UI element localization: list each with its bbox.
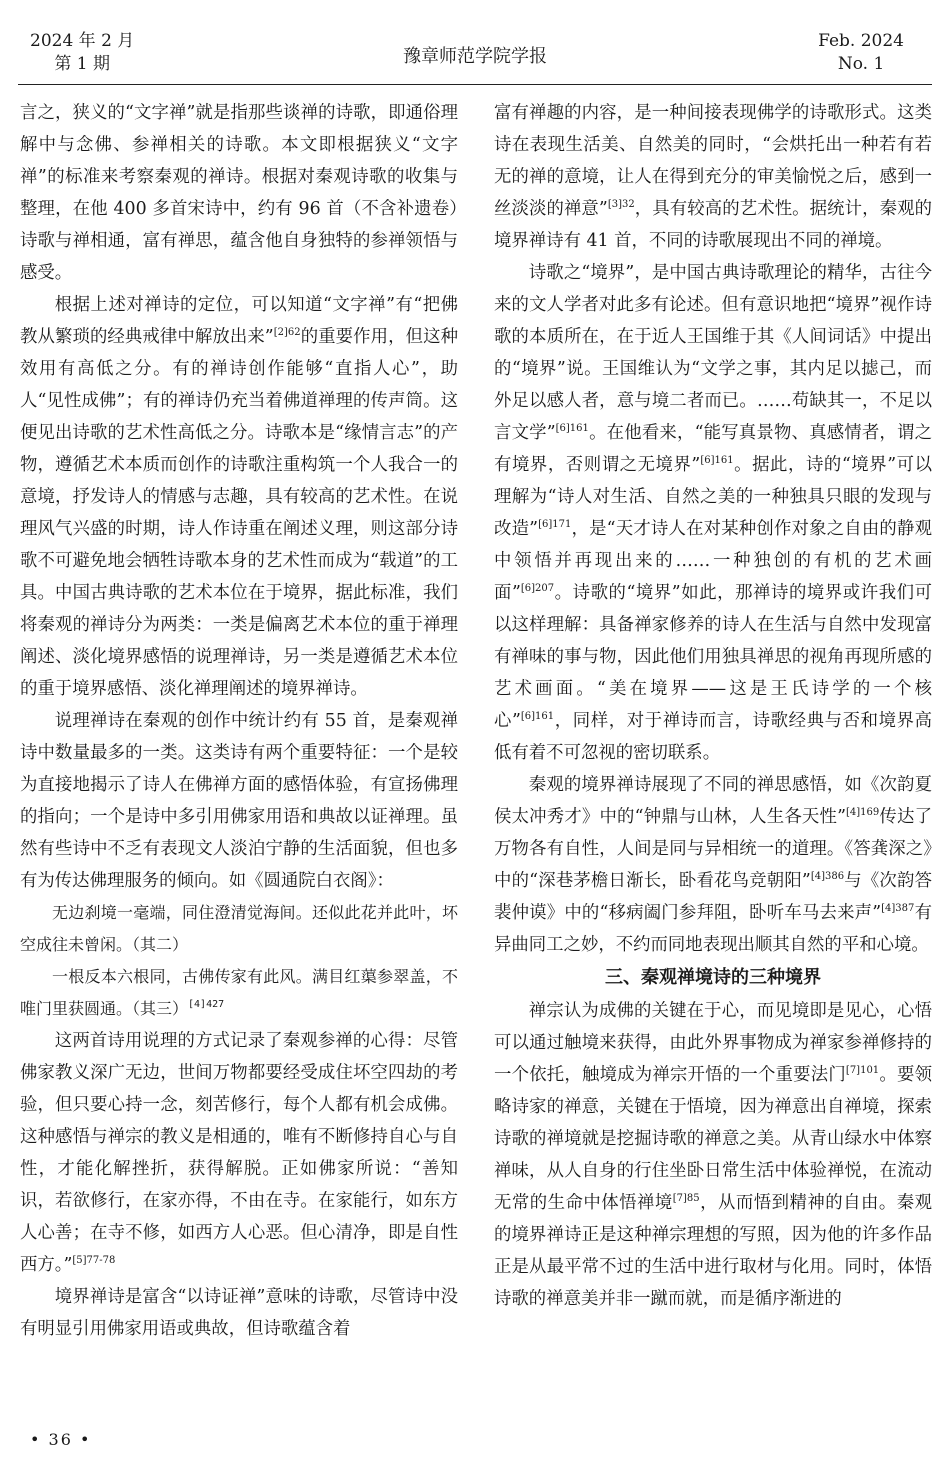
paragraph-text: 秦观的境界禅诗展现了不同的禅思感悟，如《次韵夏侯太冲秀才》中的“钟鼎与山林，人生各天性” [494, 775, 932, 827]
header-rule [18, 84, 932, 85]
paragraph-text: ，是“天才诗人在对某种创作对象之自由的静观中领悟并再现出来的……一种独创的有机的艺术画面” [494, 519, 932, 603]
paragraph [20, 289, 458, 705]
paragraph-text: 与《次韵答裴仲谟》中的“移病阖门参拜阻，卧听车马去来声” [494, 871, 932, 923]
citation: [4]387 [881, 903, 915, 914]
poem-text: 一根反本六根同，古佛传家有此风。满目红蕖参翠盖，不唯门里获圆通。（其三） [20, 967, 458, 1018]
paragraph-text: 根据上述对禅诗的定位，可以知道“文字禅”有“把佛教从繁琐的经典戒律中解放出来” [20, 295, 458, 347]
paragraph [494, 257, 932, 769]
citation: [5]77-78 [72, 1255, 116, 1266]
paragraph-text: 。在他看来，“能写真景物、真感情者，谓之有境界，否则谓之无境界” [494, 423, 932, 475]
citation: [4]427 [188, 999, 225, 1010]
citation: [4]386 [810, 871, 845, 882]
poem-quote [20, 961, 458, 1025]
issue-number-en-line: No. 1 [837, 54, 885, 74]
paragraph: 境界禅诗是富含“以诗证禅”意味的诗歌，尽管诗中没有明显引用佛家用语或典故，但诗歌蕴含着 [20, 1287, 458, 1339]
section-heading: 三、秦观禅境诗的三种境界 [605, 967, 821, 988]
paragraph-text: 传达了万物各有自性，人间是同与异相统一的道理。《答龚深之》中的“深巷茅檐日渐长，卧看花鸟竞朝阳” [494, 807, 932, 891]
paragraph-text: 有异曲同工之妙，不约而同地表现出顺其自然的平和心境。 [494, 903, 932, 955]
citation: [6]171 [538, 519, 572, 530]
paragraph [494, 769, 932, 961]
paragraph-text: 。据此，诗的“境界”可以理解为“诗人对生活、自然之美的一种独具只眼的发现与改造” [494, 455, 932, 539]
paragraph-text: 禅宗认为成佛的关键在于心，而见境即是见心，心悟可以通过触境来获得，由此外界事物成为禅家参禅修持的一个依托，触境成为禅宗开悟的一个重要法门 [494, 1001, 932, 1085]
citation: [6]161 [555, 423, 589, 434]
citation: [6]161 [520, 711, 555, 722]
page-number: • 36 • [30, 1430, 92, 1449]
paragraph: 言之，狭义的“文字禅”就是指那些谈禅的诗歌，即通俗理解中与念佛、参禅相关的诗歌。本文即根据狭义“文字禅”的标准来考察秦观的禅诗。根据对秦观诗歌的收集与整理，在他 400 多首宋诗中，约有 96 首（不含补遗卷）诗歌与禅相通，富有禅思，蕴含他自身独特的参禅领悟与感受。 [20, 103, 458, 283]
paragraph [494, 97, 932, 257]
paragraph: 说理禅诗在秦观的创作中统计约有 55 首，是秦观禅诗中数量最多的一类。这类诗有两个重要特征：一个是较为直接地揭示了诗人在佛禅方面的感悟体验，有宣扬佛理的指向；一个是诗中多引用佛家用语和典故以证禅理。虽然有些诗中不乏有表现文人淡泊宁静的生活面貌，但也多有为传达佛理服务的倾向。如《圆通院白衣阁》： [20, 711, 458, 891]
right-column [494, 97, 932, 1315]
poem-quote: 无边刹境一毫端，同住澄清觉海间。还似此花并此叶，坏空成往未曾闲。（其二） [20, 903, 458, 954]
paragraph-text: ，同样，对于禅诗而言，诗歌经典与否和境界高低有着不可忽视的密切联系。 [494, 711, 932, 763]
paragraph-text: 。诗歌的“境界”如此，那禅诗的境界或许我们可以这样理解：具备禅家修养的诗人在生活与自然中发现富有禅味的事与物，因此他们用独具禅思的视角再现所感的艺术画面。“美在境界——这是王氏诗学的一个核心” [494, 583, 932, 731]
paragraph-text: 的重要作用，但这种效用有高低之分。有的禅诗创作能够“直指人心”，助人“见性成佛”；有的禅诗仍充当着佛道禅理的传声筒。这便见出诗歌的艺术性高低之分。诗歌本是“缘情言志”的产物，遵循艺术本质而创作的诗歌注重构筑一个人我合一的意境，抒发诗人的情感与志趣，具有较高的艺术性。在说理风气兴盛的时期，诗人作诗重在阐述义理，则这部分诗歌不可避免地会牺牲诗歌本身的艺术性而成为“载道”的工具。中国古典诗歌的艺术本位在于境界，据此标准，我们将秦观的禅诗分为两类：一类是偏离艺术本位的重于禅理阐述、淡化境界感悟的说理禅诗，另一类是遵循艺术本位的重于境界感悟、淡化禅理阐述的境界禅诗。 [20, 327, 458, 699]
paragraph [494, 995, 932, 1315]
journal-title: 豫章师范学院学报 [403, 46, 547, 67]
page-header [0, 0, 950, 100]
paragraph-text: 富有禅趣的内容，是一种间接表现佛学的诗歌形式。这类诗在表现生活美、自然美的同时，“会烘托出一种若有若无的禅的意境，让人在得到充分的审美愉悦之后，感到一丝淡淡的禅意” [494, 103, 932, 219]
issue-date-en [818, 30, 904, 76]
issue-date-line: 2024 年 2 月 [30, 31, 135, 51]
citation: [7]85 [672, 1193, 700, 1204]
paragraph-text: 诗歌之“境界”，是中国古典诗歌理论的精华，古往今来的文人学者对此多有论述。但有意识地把“境界”视作诗歌的本质所在，在于近人王国维于其《人间词话》中提出的“境界”说。王国维认为“文学之事，其内足以摅己，而外足以感人者，意与境二者而已。……苟缺其一，不足以言文学” [494, 263, 932, 443]
left-column [20, 97, 458, 1345]
paragraph [20, 1025, 458, 1281]
citation: [7]101 [845, 1065, 880, 1076]
citation: [6]161 [700, 455, 734, 466]
paragraph-text: ，从而悟到精神的自由。秦观的境界禅诗正是这种禅宗理想的写照，因为他的许多作品正是从最平常不过的生活中进行取材与化用。同时，体悟诗歌的禅意美并非一蹴而就，而是循序渐进的 [494, 1193, 932, 1309]
issue-date-en-line: Feb. 2024 [818, 31, 904, 51]
citation: [4]169 [845, 807, 880, 818]
issue-number-line: 第 1 期 [54, 54, 110, 74]
citation: [2]62 [273, 327, 301, 338]
paragraph-text: ，具有较高的艺术性。据统计，秦观的境界禅诗有 41 首，不同的诗歌展现出不同的禅境。 [494, 199, 932, 251]
paragraph-text: 这两首诗用说理的方式记录了秦观参禅的心得：尽管佛家教义深广无边，世间万物都要经受成住坏空四劫的考验，但只要心持一念，刻苦修行，每个人都有机会成佛。这种感悟与禅宗的教义是相通的，唯有不断修持自心与自性，才能化解挫折，获得解脱。正如佛家所说：“善知识，若欲修行，在家亦得，不由在寺。在家能行，如东方人心善；在寺不修，如西方人心恶。但心清净，即是自性西方。” [20, 1031, 458, 1275]
citation: [3]32 [607, 199, 635, 210]
citation: [6]207 [520, 583, 555, 594]
paragraph-text: 。要领略诗家的禅意，关键在于悟境，因为禅意出自禅境，探索诗歌的禅境就是挖掘诗歌的禅意之美。从青山绿水中体察禅味，从人自身的行住坐卧日常生活中体验禅悦，在流动无常的生命中体悟禅境 [494, 1065, 932, 1213]
